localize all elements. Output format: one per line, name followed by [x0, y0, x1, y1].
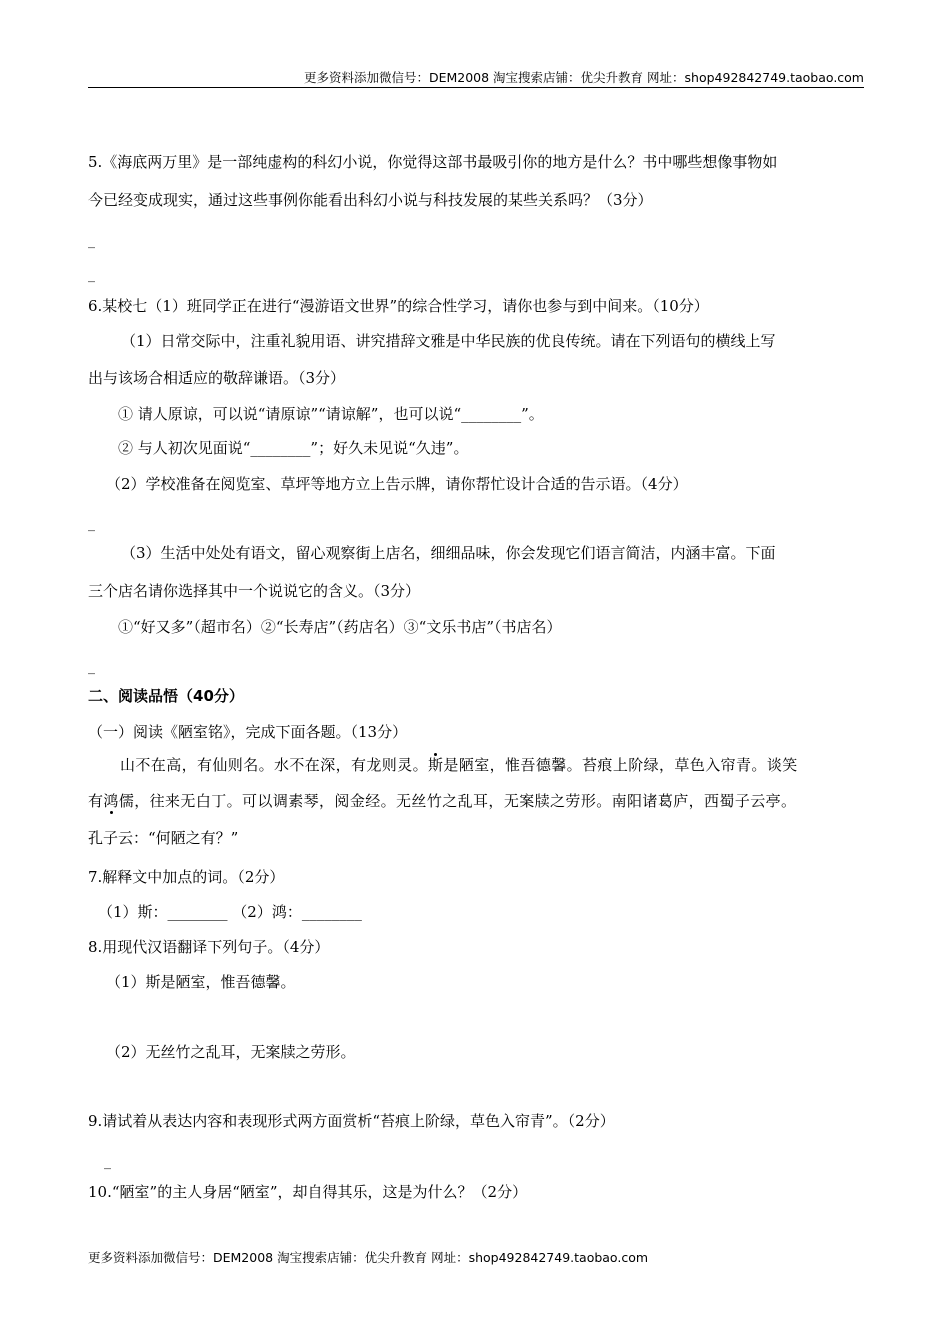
passage-line2	[88, 791, 796, 811]
passage-text: 有	[88, 792, 104, 810]
passage-text: 儒，往来无白丁。可以调素琴，阅金经。无丝竹之乱耳，无案牍之劳形。南阳诸葛庐，西蜀子云亭。	[118, 792, 797, 810]
emphasis-si: 斯	[428, 756, 444, 774]
answer-blank: _	[88, 659, 95, 675]
q6-item1: ① 请人原谅，可以说“请原谅”“请谅解”，也可以说“________”。	[118, 405, 544, 423]
answer-blank: _	[104, 1154, 111, 1170]
q6-p3-line1: （3）生活中处处有语文，留心观察街上店名，细细品味，你会发现它们语言简洁，内涵丰富。下面	[121, 544, 776, 562]
q7-items: （1）斯：________ （2）鸿：________	[98, 903, 362, 921]
emphasis-hong: 鸿	[103, 792, 119, 810]
section2-sub1: （一）阅读《陋室铭》，完成下面各题。（13分）	[88, 723, 408, 741]
q6-p3-line2: 三个店名请你选择其中一个说说它的含义。（3分）	[88, 582, 421, 600]
q6-p1-line2: 出与该场合相适应的敬辞谦语。（3分）	[88, 369, 346, 387]
passage-text: 山不在高，有仙则名。水不在深，有龙则灵。	[120, 756, 429, 774]
section2-title: 二、阅读品悟（40分）	[88, 687, 244, 705]
q5-line2: 今已经变成现实，通过这些事例你能看出科幻小说与科技发展的某些关系吗？（3分）	[88, 191, 653, 209]
q6-title: 6.某校七（1）班同学正在进行“漫游语文世界”的综合性学习，请你也参与到中间来。（10分）	[88, 297, 709, 315]
page-footer: 更多资料添加微信号：DEM2008 淘宝搜索店铺：优尖升教育 网址：shop492842749.taobao.com	[88, 1250, 649, 1265]
q8-s1: （1）斯是陋室，惟吾德馨。	[106, 973, 296, 991]
q8-s2: （2）无丝竹之乱耳，无案牍之劳形。	[106, 1043, 356, 1061]
page-header: 更多资料添加微信号：DEM2008 淘宝搜索店铺：优尖升教育 网址：shop492842749.taobao.com	[303, 70, 864, 85]
header-rule	[88, 87, 864, 88]
q6-stores: ①“好又多”（超市名）②“长寿店”（药店名）③“文乐书店”（书店名）	[118, 618, 562, 636]
q6-p1-line1: （1）日常交际中，注重礼貌用语、讲究措辞文雅是中华民族的优良传统。请在下列语句的横线上写	[121, 332, 776, 350]
passage-line3: 孔子云：“何陋之有？”	[88, 829, 239, 847]
answer-blank: _	[88, 516, 95, 532]
q8-title: 8.用现代汉语翻译下列句子。（4分）	[88, 938, 330, 956]
answer-blank: _	[88, 267, 95, 283]
q6-p2: （2）学校准备在阅览室、草坪等地方立上告示牌，请你帮忙设计合适的告示语。（4分）	[106, 475, 688, 493]
q7-title: 7.解释文中加点的词。（2分）	[88, 868, 285, 886]
q5-line1: 5.《海底两万里》是一部纯虚构的科幻小说，你觉得这部书最吸引你的地方是什么？书中哪些想像事物如	[88, 153, 778, 171]
q10-title: 10.“陋室”的主人身居“陋室”，却自得其乐，这是为什么？（2分）	[88, 1183, 528, 1201]
answer-blank: _	[88, 233, 95, 249]
passage-line1	[120, 755, 798, 775]
q6-item2: ② 与人初次见面说“________”；好久未见说“久违”。	[118, 439, 469, 457]
q9-title: 9.请试着从表达内容和表现形式两方面赏析“苔痕上阶绿，草色入帘青”。（2分）	[88, 1112, 615, 1130]
passage-text: 是陋室，惟吾德馨。苔痕上阶绿，草色入帘青。谈笑	[443, 756, 798, 774]
